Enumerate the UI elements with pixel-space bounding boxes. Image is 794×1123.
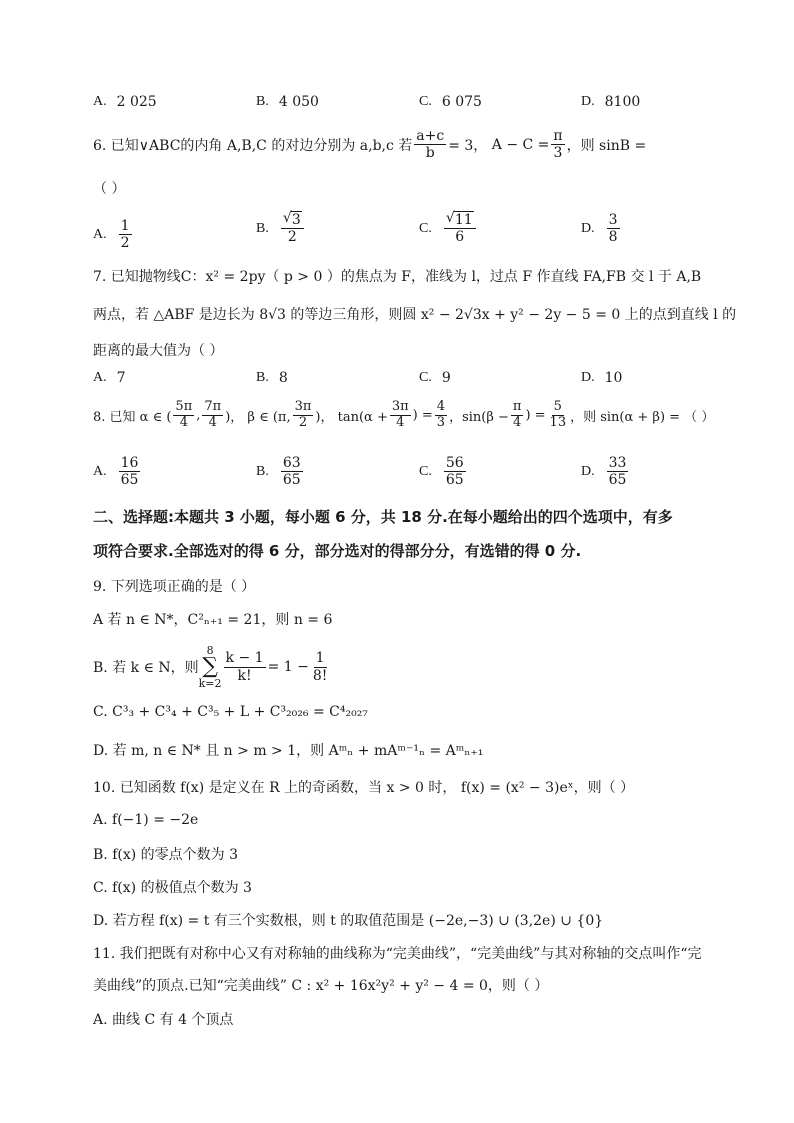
q6-option-b: B. √ 3 2 <box>256 212 306 245</box>
q8-option-d: D. $\frac{33}{65}$ <box>581 455 627 489</box>
q7-option-a: A. 7 <box>93 370 126 386</box>
section-2-heading-line-2: 项符合要求.全部选对的得 6 分，部分选对的得部分分，有选错的得 0 分. <box>93 542 582 560</box>
q5-option-d: D. 8100 <box>581 94 641 110</box>
question-9-stem: 9. 下列选项正确的是（ ） <box>93 579 256 595</box>
q5-option-a: A. 2 025 <box>93 94 157 110</box>
q8-option-c: C. $\frac{56}{65}$ <box>419 455 464 489</box>
q8-option-b: B. $\frac{63}{65}$ <box>256 455 301 489</box>
q7-option-d: D. 10 <box>581 370 623 386</box>
q10-option-d: D. 若方程 f(x) = t 有三个实数根，则 t 的取值范围是 (−2e,−3) ∪ (3,2e) ∪ {0} <box>93 913 604 929</box>
question-7-line-3: 距离的最大值为（ ） <box>93 343 224 359</box>
question-6-blank: （ ） <box>93 181 126 197</box>
q10-option-b: B. f(x) 的零点个数为 3 <box>93 847 238 863</box>
q9-option-d: D. 若 m, n ∈ N* 且 n > m > 1，则 Aᵐₙ + mAᵐ⁻¹ₙ = Aᵐₙ₊₁ <box>93 743 484 759</box>
q9-option-b: B. 若 k ∈ N，则 8 ∑ k=2 $\frac{k - 1}{k!}$ = 1 − $\frac{1}{8!}$ <box>93 644 328 690</box>
q8-option-a: A. $\frac{16}{65}$ <box>93 455 139 489</box>
section-2-heading-line-1: 二、选择题:本题共 3 小题，每小题 6 分，共 18 分.在每小题给出的四个选项中，有多 <box>93 508 673 526</box>
q6-option-d: D. $\frac{3}{8}$ <box>581 212 618 246</box>
q7-option-b: B. 8 <box>256 370 288 386</box>
q9-option-a: A 若 n ∈ N*，C²ₙ₊₁ = 21，则 n = 6 <box>93 612 333 628</box>
q9-option-c: C. C³₃ + C³₄ + C³₅ + L + C³₂₀₂₆ = C⁴₂₀₂₇ <box>93 704 368 720</box>
summation-symbol: 8 ∑ k=2 <box>198 644 222 690</box>
question-11-line-1: 11. 我们把既有对称中心又有对称轴的曲线称为“完美曲线”，“完美曲线”与其对称轴的交点叫作“完 <box>93 946 702 962</box>
question-8-stem: 8. 已知 α ∈ ( $\frac{5\pi}{4}$ , $\frac{7\pi}{4}$ )， β ∈ (π, $\frac{3\pi}{2}$ )， tan(α + $\frac{3\pi}{4}$ ) = $\frac{4}{3}$ ，sin(β − $\frac{\pi}{4}$ ) = $\frac{5}{13}$ ，则 sin(α + β) = （ ） <box>93 399 715 430</box>
q10-option-c: C. f(x) 的极值点个数为 3 <box>93 880 252 896</box>
question-11-line-2: 美曲线”的顶点.已知“完美曲线” C : x² + 16x²y² + y² − 4 = 0，则（ ） <box>93 978 549 994</box>
q5-option-b: B. 4 050 <box>256 94 319 110</box>
q11-option-a: A. 曲线 C 有 4 个顶点 <box>93 1012 234 1028</box>
q6-option-c: C. √ 11 6 <box>419 212 478 245</box>
question-6-stem: 6. 已知∨ABC的内角 A,B,C 的对边分别为 a,b,c 若 $\frac{a+c}{b}$ = 3， A − C = $\frac{\pi}{3}$ ，则 sinB = <box>93 128 647 162</box>
q6-option-a: A. $\frac{1}{2}$ <box>93 218 130 252</box>
q7-option-c: C. 9 <box>419 370 451 386</box>
question-7-line-1: 7. 已知抛物线C：x² = 2py（ p > 0 ）的焦点为 F，准线为 l，过点 F 作直线 FA,FB 交 l 于 A,B <box>93 269 702 285</box>
question-7-line-2: 两点，若 △ABF 是边长为 8√3 的等边三角形，则圆 x² − 2√3x + y² − 2y − 5 = 0 上的点到直线 l 的 <box>93 307 737 323</box>
q5-option-c: C. 6 075 <box>419 94 482 110</box>
question-10-stem: 10. 已知函数 f(x) 是定义在 R 上的奇函数，当 x > 0 时， f(x) = (x² − 3)eˣ，则（ ） <box>93 780 635 796</box>
q10-option-a: A. f(−1) = −2e <box>93 812 199 828</box>
